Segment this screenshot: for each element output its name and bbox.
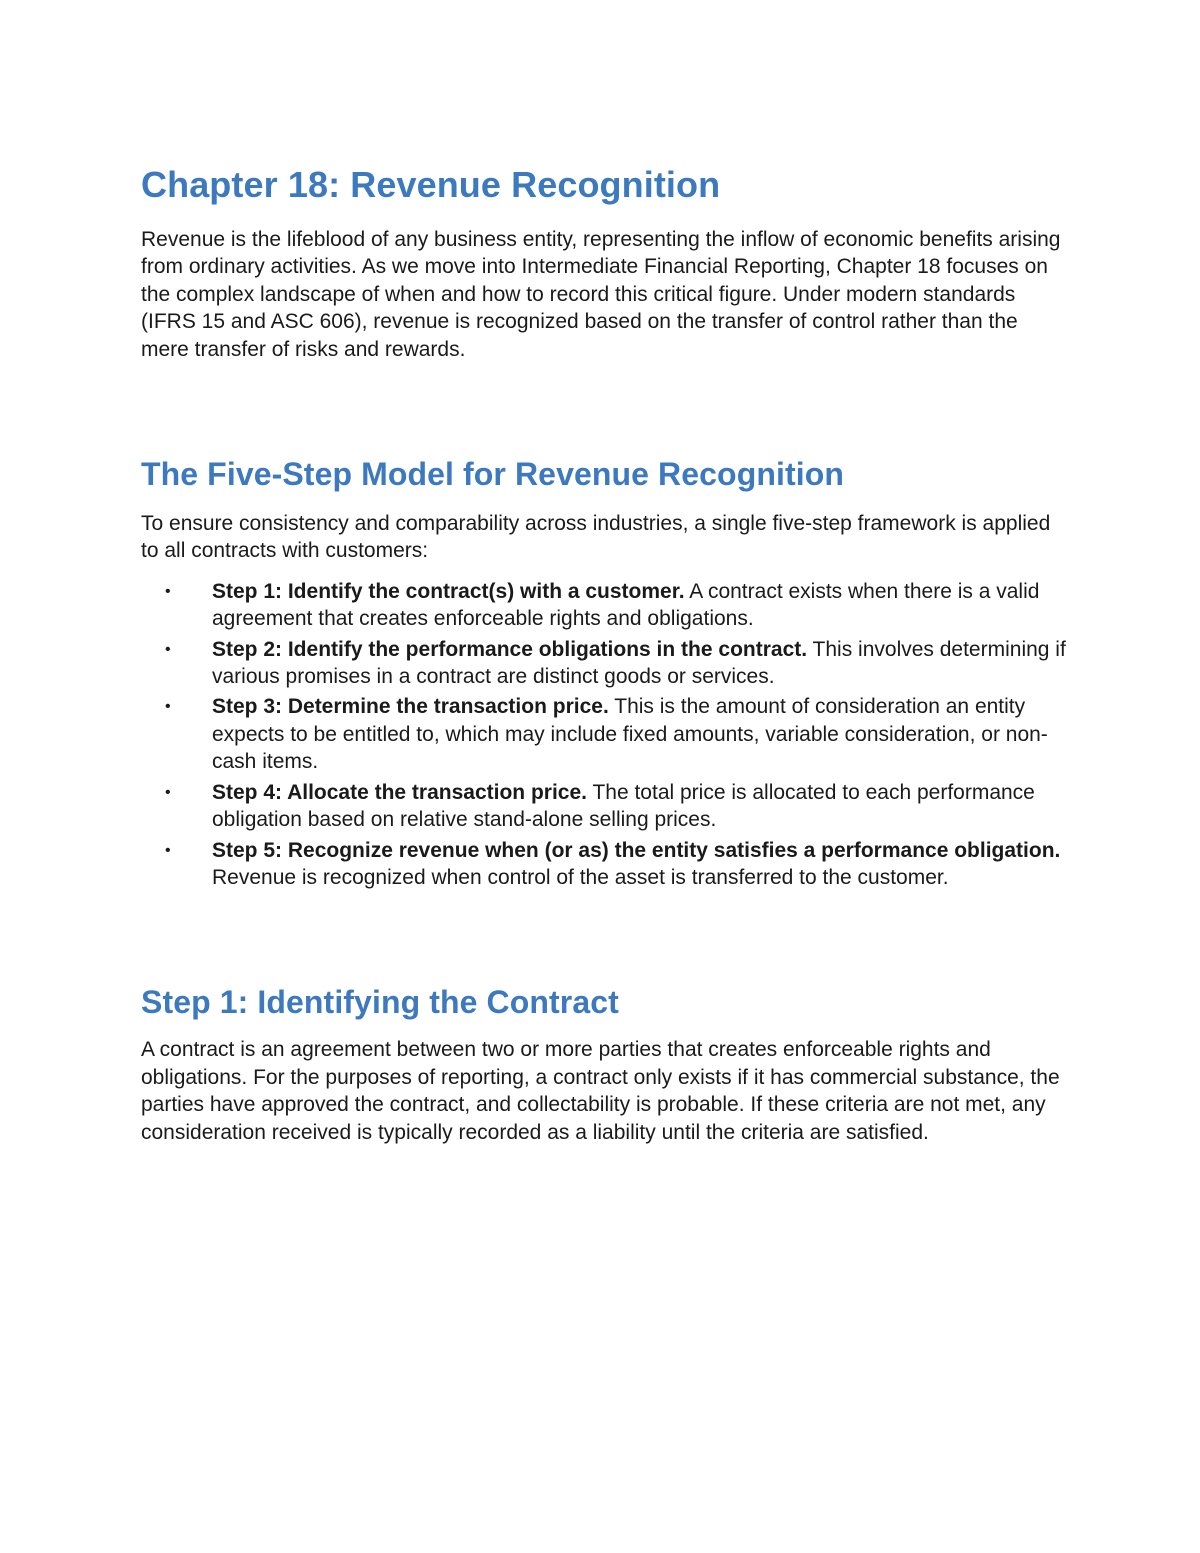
bullet-icon: • xyxy=(165,640,171,658)
five-step-intro: To ensure consistency and comparability across industries, a single five-step framework is applied to all contracts with customers: xyxy=(141,512,1051,563)
step-title: Step 1: Identify the contract(s) with a customer. xyxy=(212,579,685,603)
bullet-icon: • xyxy=(165,783,171,801)
step-title: Step 3: Determine the transaction price. xyxy=(212,695,609,719)
list-item-step-4 xyxy=(141,779,1066,834)
bullet-icon: • xyxy=(165,698,171,716)
bullet-icon: • xyxy=(165,841,171,859)
list-item-step-5 xyxy=(141,837,1066,892)
bullet-icon: • xyxy=(165,582,171,600)
five-step-heading: The Five-Step Model for Revenue Recognition xyxy=(141,456,845,493)
step1-paragraph: A contract is an agreement between two or more parties that creates enforceable rights and obligations. For the purposes of reporting, a contract only exists if it has commercial substance, the parties have approved the contract, and collectability is probable. If these criteria are not met, any consideration received is typically recorded as a liability until the criteria are satisfied. xyxy=(141,1038,1060,1144)
step-description: This is the amount of consideration an entity expects to be entitled to, which may include fixed amounts, variable consideration, or non-cash items. xyxy=(212,695,1048,774)
step-description: The total price is allocated to each performance obligation based on relative stand-alone selling prices. xyxy=(212,780,1035,832)
step-title: Step 4: Allocate the transaction price. xyxy=(212,780,587,804)
list-item-step-3 xyxy=(141,693,1066,775)
step1-heading: Step 1: Identifying the Contract xyxy=(141,984,619,1021)
step-title: Step 5: Recognize revenue when (or as) the entity satisfies a performance obligation. xyxy=(212,838,1061,862)
step-title: Step 2: Identify the performance obligations in the contract. xyxy=(212,637,808,661)
step-description: Revenue is recognized when control of the asset is transferred to the customer. xyxy=(212,865,949,889)
intro-paragraph: Revenue is the lifeblood of any business entity, representing the inflow of economic benefits arising from ordinary activities. As we move into Intermediate Financial Reporting, Chapter 18 focuses on the complex landscape of when and how to record this critical figure. Under modern standards (IFRS 15 and ASC 606), revenue is recognized based on the transfer of control rather than the mere transfer of risks and rewards. xyxy=(141,228,1061,361)
document-page xyxy=(141,0,1066,1146)
step-description: A contract exists when there is a valid agreement that creates enforceable rights and obligations. xyxy=(212,579,1040,631)
list-item-step-1 xyxy=(141,578,1066,633)
chapter-title: Chapter 18: Revenue Recognition xyxy=(141,164,721,205)
step-description: This involves determining if various promises in a contract are distinct goods or services. xyxy=(212,637,1066,689)
list-item-step-2 xyxy=(141,636,1066,691)
five-step-list xyxy=(141,578,1066,891)
